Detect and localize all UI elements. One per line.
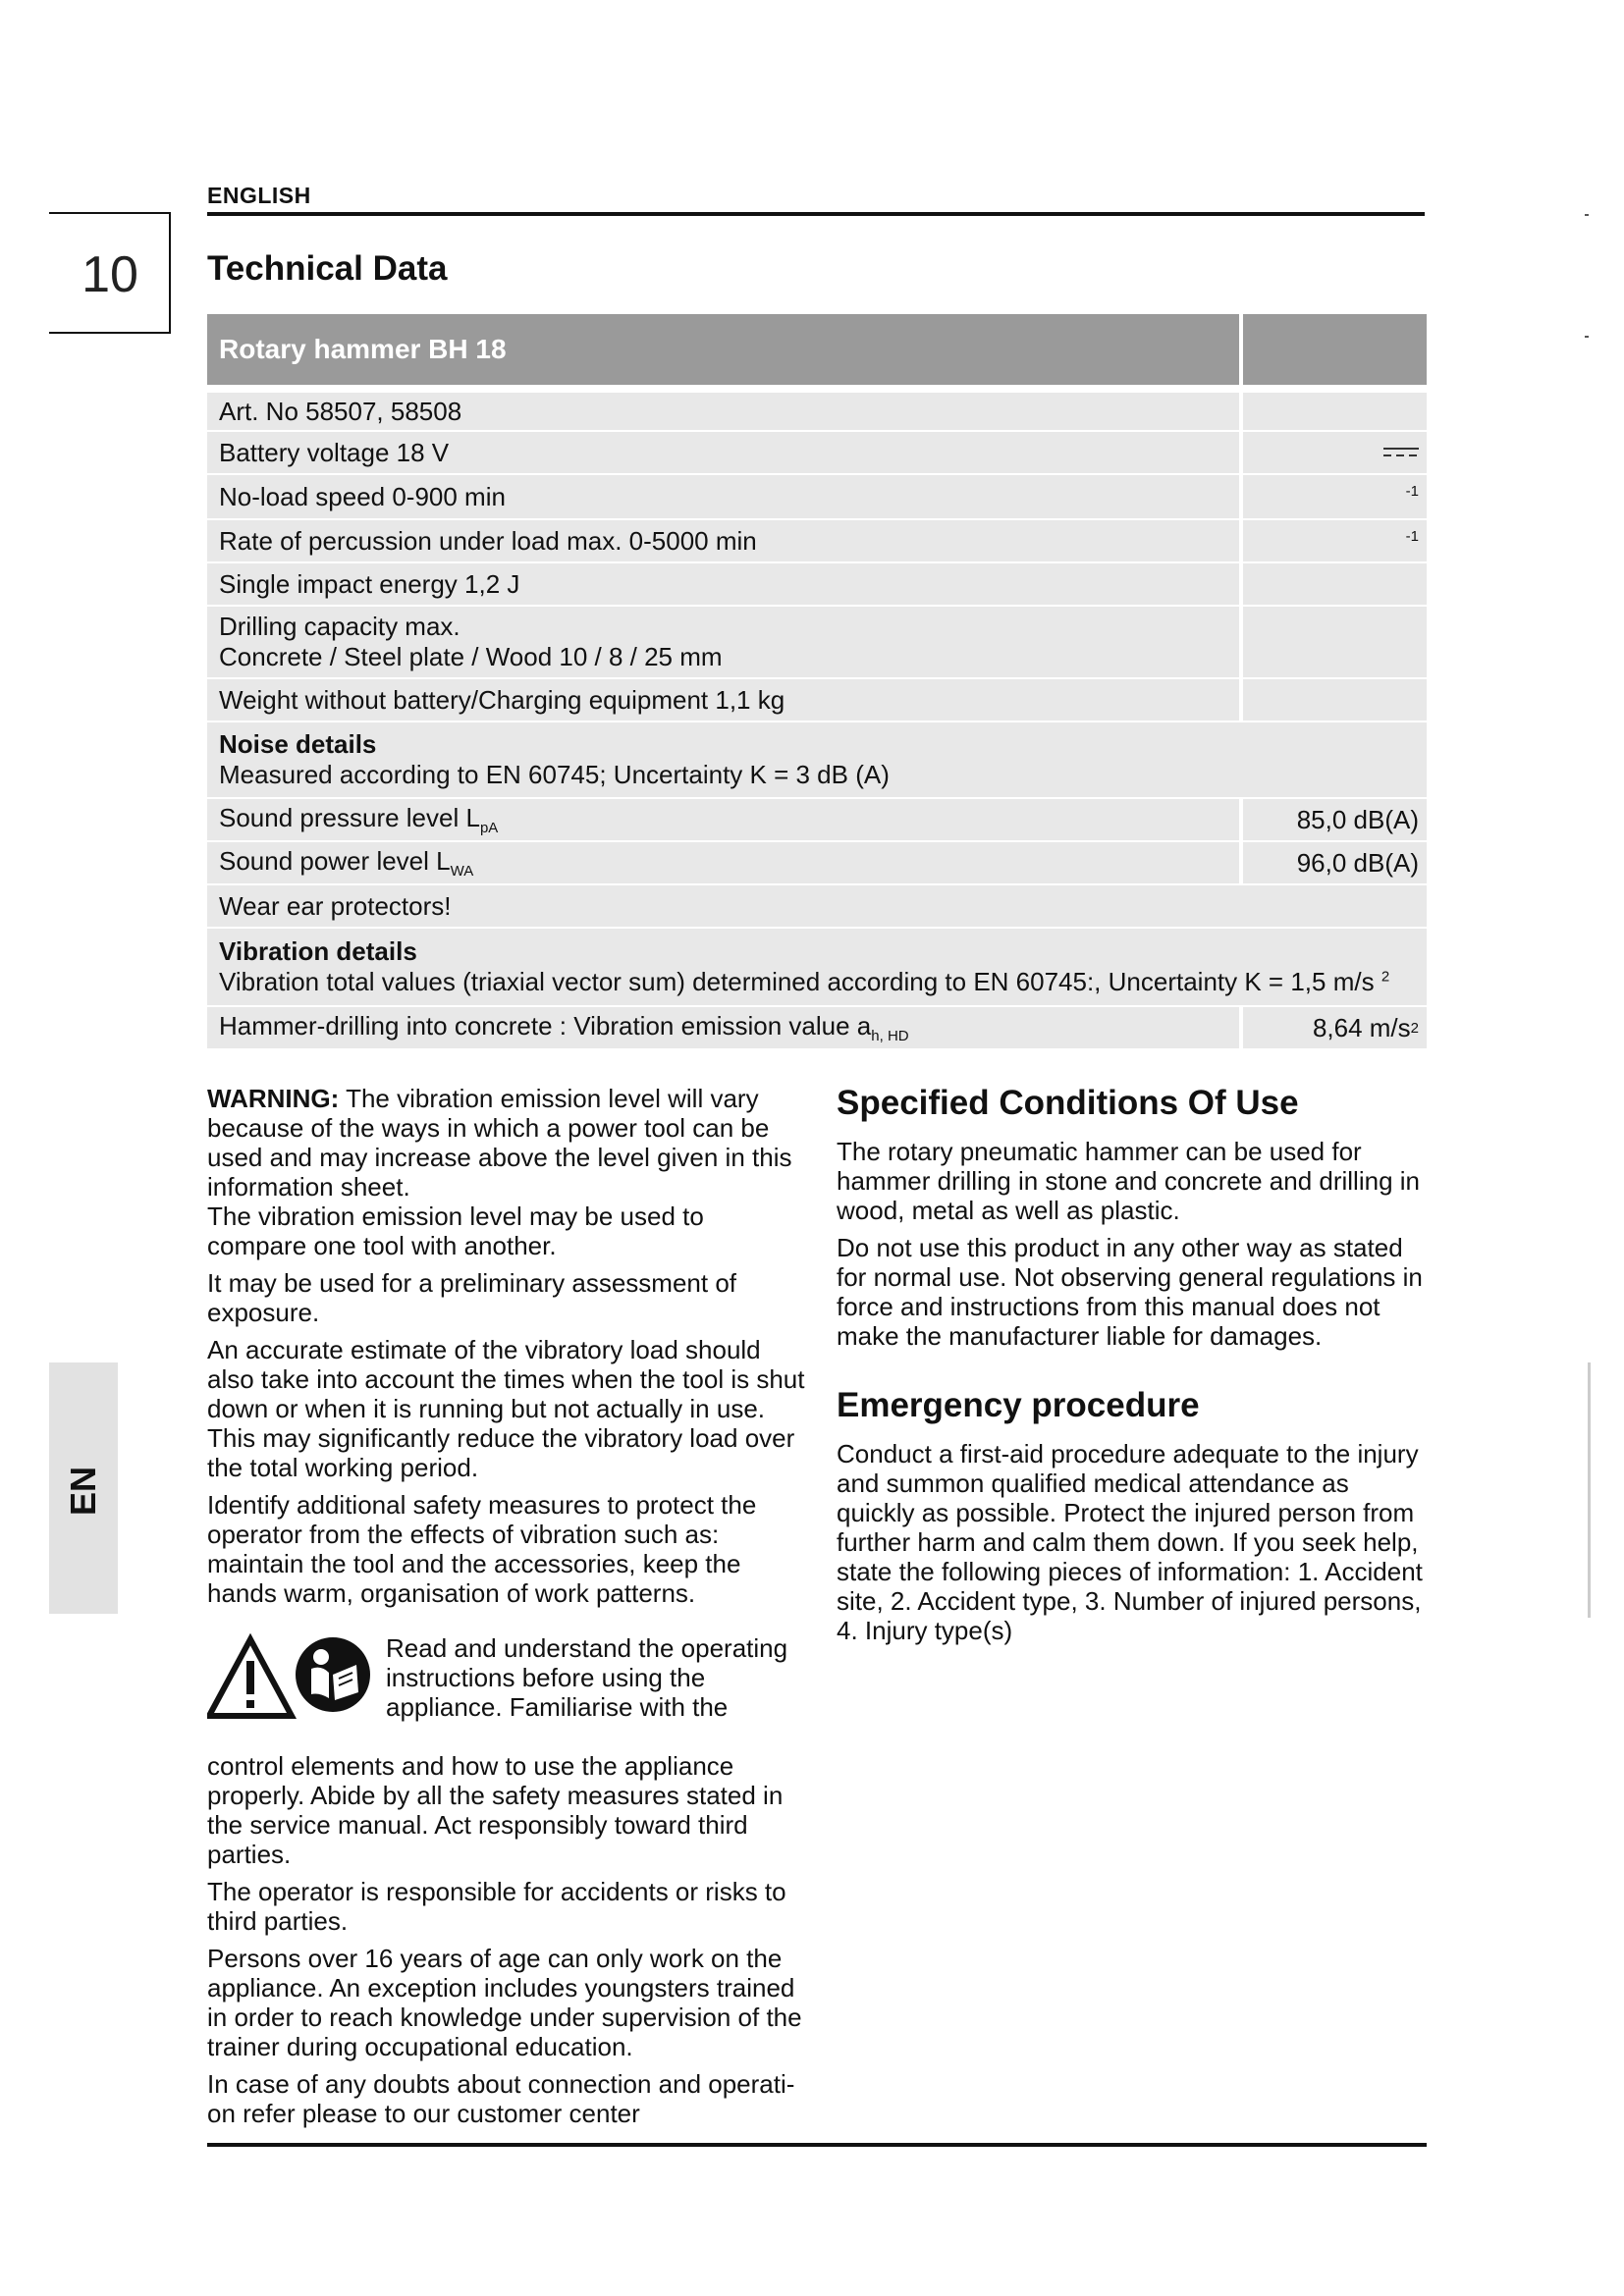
spec-value (1243, 393, 1427, 430)
spec-impact-energy: Single impact energy 1,2 J (207, 563, 1243, 605)
spec-weight: Weight without battery/Charging equipment 1,1 kg (207, 679, 1243, 721)
header-rule (207, 212, 1425, 216)
paragraph: Conduct a first-aid procedure adequate to the injury and summon qualified medical attendance as quickly as possible. Protect the injured person from further harm and calm them down. If you seek help, state the following pieces of information: 1. Accident site, 2. Accident type, 3. Number of injured persons, 4. Injury type(s) (837, 1439, 1423, 1645)
paragraph: In case of any doubts about connection and operati-on refer please to our customer center (207, 2069, 795, 2128)
sound-pressure-value: 85,0 dB(A) (1243, 799, 1427, 840)
vibration-emission-value: 8,64 m/s 2 (1243, 1007, 1427, 1048)
table-row (207, 607, 1427, 679)
table-row (207, 1007, 1427, 1050)
language-side-tab-label: EN (63, 1467, 103, 1517)
paragraph: Do not use this product in any other way as stated for normal use. Not observing general regulations in force and instructions from this manual does not make the manufacturer liable for damages. (837, 1233, 1423, 1351)
table-row (207, 679, 1427, 722)
spec-art-no: Art. No 58507, 58508 (207, 393, 1243, 430)
table-row (207, 475, 1427, 520)
spec-value: -1 (1243, 520, 1427, 561)
paragraph: Persons over 16 years of age can only work on the appliance. An exception includes youngsters trained in order to reach knowledge under supervision of the trainer during occupational education. (207, 1944, 802, 2061)
edge-mark (1585, 214, 1589, 216)
spec-drilling-capacity (207, 607, 1243, 677)
conditions-heading: Specified Conditions Of Use (837, 1084, 1299, 1122)
paragraph: Identify additional safety measures to protect the operator from the effects of vibration such as: maintain the tool and the accessories, keep the hands warm, organisation of work patterns. (207, 1490, 757, 1608)
vibration-text: Vibration total values (triaxial vector sum) determined according to EN 60745:, Uncertainty K = 1,5 m/s $^2$ (219, 967, 1390, 996)
page-number: 10 (81, 246, 138, 303)
icon-text: Read and understand the operating instructions before using the appliance. Familiarise with the (386, 1633, 788, 1722)
spec-value (1243, 432, 1427, 473)
paragraph: The vibration emission level may be used to compare one tool with another. (207, 1201, 704, 1260)
edge-mark (1585, 336, 1589, 338)
paragraph: It may be used for a preliminary assessment of exposure. (207, 1268, 737, 1327)
vibration-details-heading: Vibration details (219, 936, 417, 966)
section-title: Technical Data (207, 249, 448, 288)
spec-value: -1 (1243, 475, 1427, 518)
table-row (207, 393, 1427, 432)
spec-no-load-speed: No-load speed 0-900 min (207, 475, 1243, 518)
emergency-heading: Emergency procedure (837, 1386, 1200, 1424)
left-column (207, 1084, 806, 2136)
paragraph: The operator is responsible for accidents or risks to third parties. (207, 1877, 786, 1936)
table-row (207, 563, 1427, 607)
table-title: Rotary hammer BH 18 (207, 314, 1243, 385)
language-header: ENGLISH (207, 183, 311, 208)
sound-power-value: 96,0 dB(A) (1243, 842, 1427, 883)
vibration-details-row (207, 929, 1427, 1007)
dc-current-icon (1383, 446, 1419, 459)
spec-battery-voltage: Battery voltage 18 V (207, 432, 1243, 473)
technical-data-table (207, 314, 1427, 1050)
read-manual-icon (294, 1635, 372, 1714)
ear-protectors-text: Wear ear protectors! (207, 885, 1427, 927)
edge-line (1588, 1362, 1591, 1618)
spec-drilling-capacity-line2: Concrete / Steel plate / Wood 10 / 8 / 25 mm (219, 642, 723, 671)
table-row (207, 799, 1427, 842)
table-row (207, 520, 1427, 563)
noise-details-row (207, 722, 1427, 799)
table-header-row (207, 314, 1427, 387)
right-column (837, 1084, 1426, 1653)
paragraph: The rotary pneumatic hammer can be used for hammer drilling in stone and concrete and drilling in wood, metal as well as plastic. (837, 1137, 1420, 1225)
spec-drilling-capacity-line1: Drilling capacity max. (219, 612, 460, 641)
footer-rule (207, 2143, 1427, 2147)
vibration-emission-label: Hammer-drilling into concrete : Vibration emission value $a_{h, HD}$ (207, 1007, 1243, 1048)
spec-value (1243, 679, 1427, 721)
spec-value (1243, 607, 1427, 677)
noise-details-heading: Noise details (219, 729, 377, 759)
paragraph: An accurate estimate of the vibratory load should also take into account the times when the tool is shut down or when it is running but not actually in use. This may significantly reduce the vibratory load over the total working period. (207, 1335, 805, 1482)
warning-paragraph: WARNING: The vibration emission level will vary because of the ways in which a power tool can be used and may increase above the level given in this information sheet. (207, 1084, 792, 1201)
paragraph: control elements and how to use the appliance properly. Abide by all the safety measures stated in the service manual. Act responsibly toward third parties. (207, 1751, 784, 1869)
sound-power-label: Sound power level $L_{WA}$ (207, 842, 1243, 883)
table-row (207, 842, 1427, 885)
spec-percussion-rate: Rate of percussion under load max. 0-5000 min (207, 520, 1243, 561)
spec-value (1243, 563, 1427, 605)
noise-measured-text: Measured according to EN 60745; Uncertainty K = 3 dB (A) (219, 760, 890, 789)
table-header-value (1243, 314, 1427, 385)
safety-icon-block (207, 1633, 806, 1751)
sound-pressure-label: Sound pressure level $L_{pA}$ (207, 799, 1243, 840)
table-row (207, 432, 1427, 475)
warning-label: WARNING: (207, 1084, 340, 1113)
table-row (207, 885, 1427, 929)
